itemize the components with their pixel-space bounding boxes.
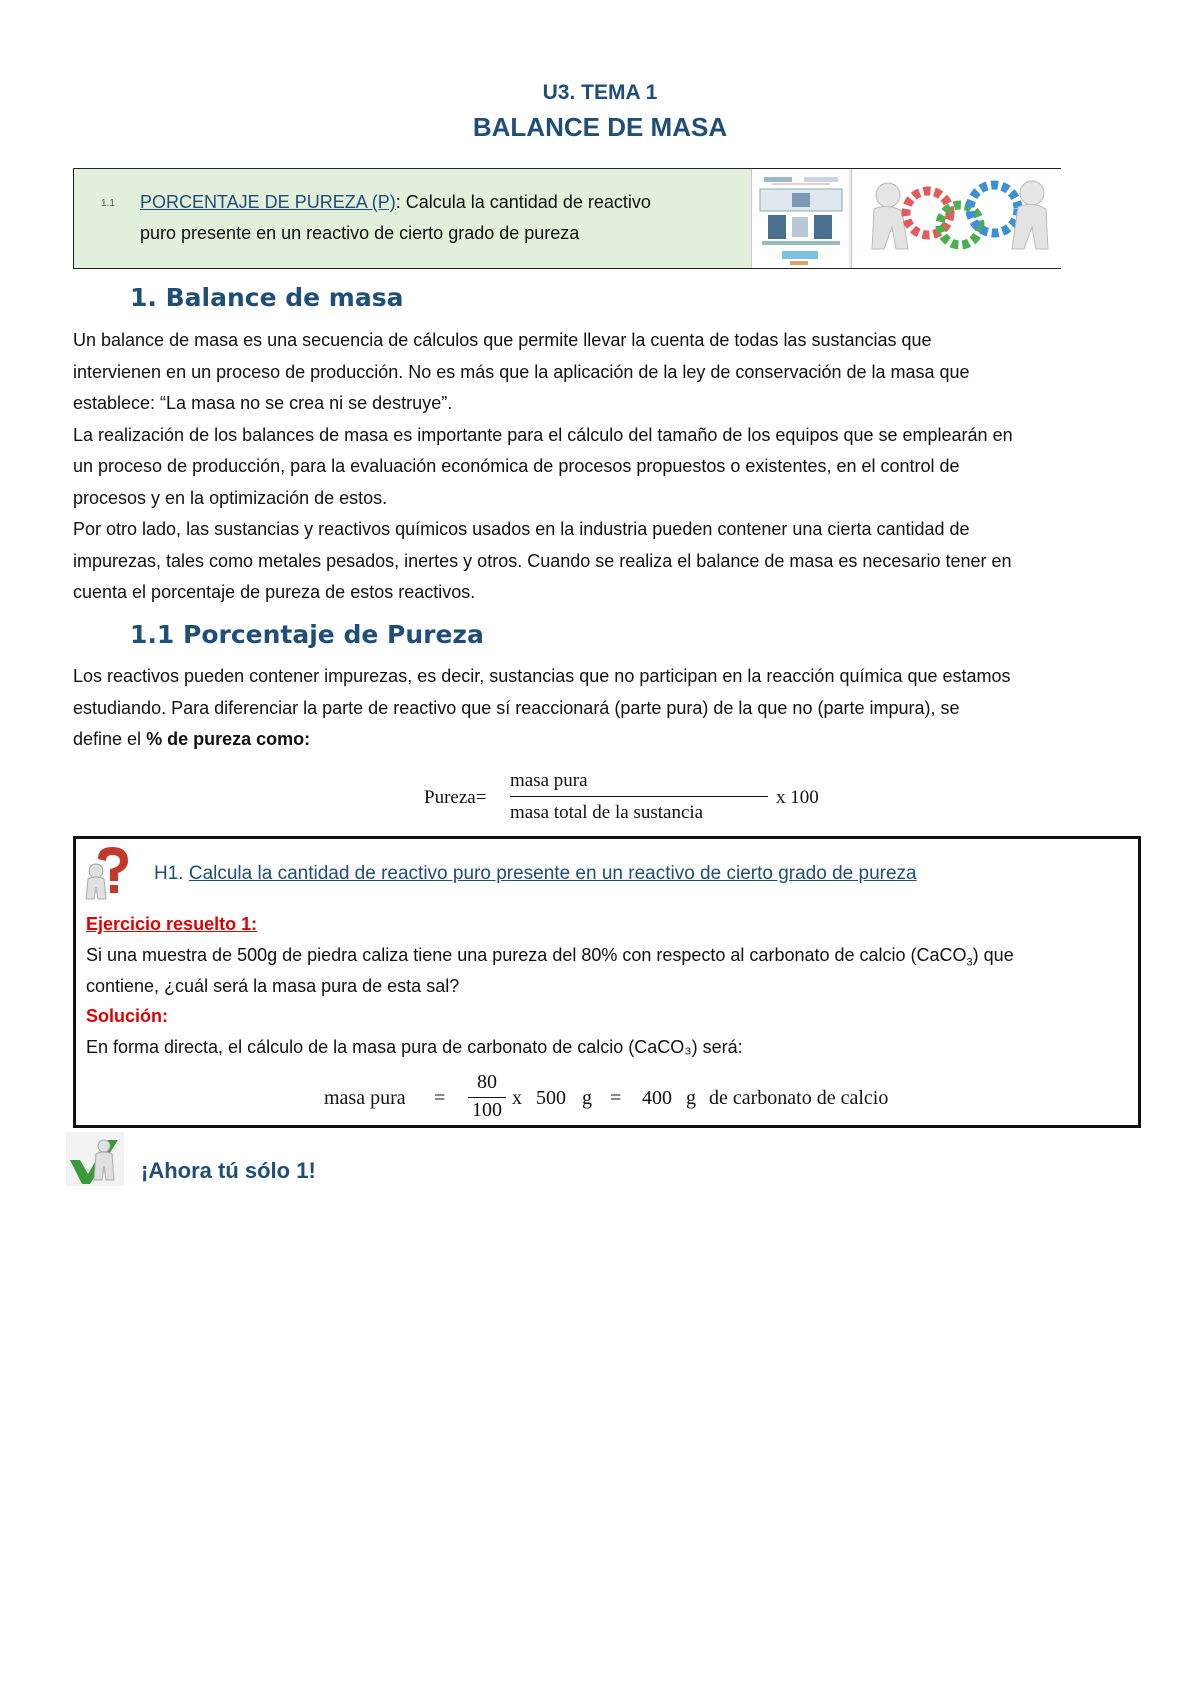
lab-equipment-image [751, 169, 849, 268]
bold-colon: : [304, 729, 311, 749]
exercise-box [73, 836, 1141, 1128]
subscript: 3 [966, 956, 973, 969]
eq-denominator: 100 [472, 1099, 502, 1121]
eq-lhs: masa pura [324, 1087, 406, 1109]
paragraph-line: establece: “La masa no se crea ni se destruye”. [73, 393, 453, 413]
paragraph-line: cuenta el porcentaje de pureza de estos reactivos. [73, 582, 476, 602]
objective-line2: puro presente en un reactivo de cierto grado de pureza [140, 223, 580, 243]
objective-colon: : [395, 192, 401, 212]
solution-text: En forma directa, el cálculo de la masa pura de carbonato de calcio (CaCO₃) será: [86, 1037, 743, 1057]
section-heading-balance: 1. Balance de masa [130, 283, 404, 312]
h1-prefix: H1. [154, 863, 189, 884]
formula-denominator: masa total de la sustancia [510, 802, 704, 823]
eq-unit-2: g [686, 1087, 696, 1109]
section2-body [73, 661, 1138, 756]
calculation-equation [324, 1069, 1024, 1125]
eq-equals: = [434, 1087, 446, 1109]
objective-line1: Calcula la cantidad de reactivo [400, 192, 651, 212]
unit-label: U3. TEMA 1 [542, 81, 658, 104]
h1-title: Calcula la cantidad de reactivo puro presente en un reactivo de cierto grado de pureza [188, 863, 917, 884]
eq-equals-2: = [610, 1087, 622, 1109]
exercise-heading [154, 859, 917, 889]
objective-title: PORCENTAJE DE PUREZA (P) [140, 192, 396, 212]
fraction-bar [510, 796, 768, 797]
paragraph-line: Los reactivos pueden contener impurezas, es decir, sustancias que no participan en la reacción química que estamos [73, 666, 1011, 686]
eq-result: 400 [642, 1087, 672, 1109]
problem-line-2: contiene, ¿cuál será la masa pura de esta sal? [86, 976, 460, 996]
question-person-icon [84, 845, 134, 901]
section1-body [73, 325, 1138, 609]
problem-text: Si una muestra de 500g de piedra caliza tiene una pureza del 80% con respecto al carbonato de calcio (CaCO [86, 945, 967, 965]
solution-label: Solución: [86, 1006, 168, 1026]
paragraph-line: impurezas, tales como metales pesados, inertes y otros. Cuando se realiza el balance de masa es necesario tener en [73, 550, 1012, 571]
eq-times: x [512, 1087, 522, 1109]
objective-text [140, 187, 740, 249]
practice-label: ¡Ahora tú sólo 1! [141, 1158, 316, 1183]
paragraph-text: define el [73, 729, 147, 749]
paragraph-line: La realización de los balances de masa es importante para el cálculo del tamaño de los equipos que se emplearán en [73, 424, 1013, 445]
checkmark-person-icon [66, 1132, 124, 1186]
paragraph-line: un proceso de producción, para la evaluación económica de procesos propuestos o existentes, en el control de [73, 456, 960, 476]
problem-text-end: ) que [972, 945, 1014, 965]
formula-lhs: Pureza= [424, 787, 487, 808]
eq-mass: 500 [536, 1087, 566, 1109]
paragraph-line: Un balance de masa es una secuencia de cálculos que permite llevar la cuenta de todas las sustancias que [73, 330, 932, 350]
eq-numerator: 80 [477, 1071, 497, 1093]
page-header [0, 78, 1200, 146]
paragraph-line: intervienen en un proceso de producción. No es más que la aplicación de la ley de conservación de la masa que [73, 361, 970, 382]
formula-multiplier: x 100 [776, 787, 819, 808]
formula-numerator: masa pura [510, 770, 588, 791]
eq-unit: g [582, 1087, 592, 1109]
eq-fraction-bar [468, 1097, 506, 1098]
section-heading-purity: 1.1 Porcentaje de Pureza [130, 620, 484, 649]
paragraph-line [73, 724, 1138, 756]
paragraph-line: estudiando. Para diferenciar la parte de reactivo que sí reaccionará (parte pura) de la que no (parte impura), se [73, 697, 960, 718]
paragraph-line: procesos y en la optimización de estos. [73, 487, 388, 508]
eq-tail: de carbonato de calcio [709, 1087, 889, 1109]
page-title: BALANCE DE MASA [472, 112, 728, 142]
paragraph-line: Por otro lado, las sustancias y reactivos químicos usados en la industria pueden contener una cierta cantidad de [73, 519, 970, 539]
objective-bullet: 1.1 [101, 198, 115, 209]
bold-term: % de pureza como [146, 729, 305, 749]
objective-box [73, 168, 1061, 269]
gears-people-image [851, 169, 1061, 268]
solved-exercise-label: Ejercicio resuelto 1: [86, 914, 258, 934]
